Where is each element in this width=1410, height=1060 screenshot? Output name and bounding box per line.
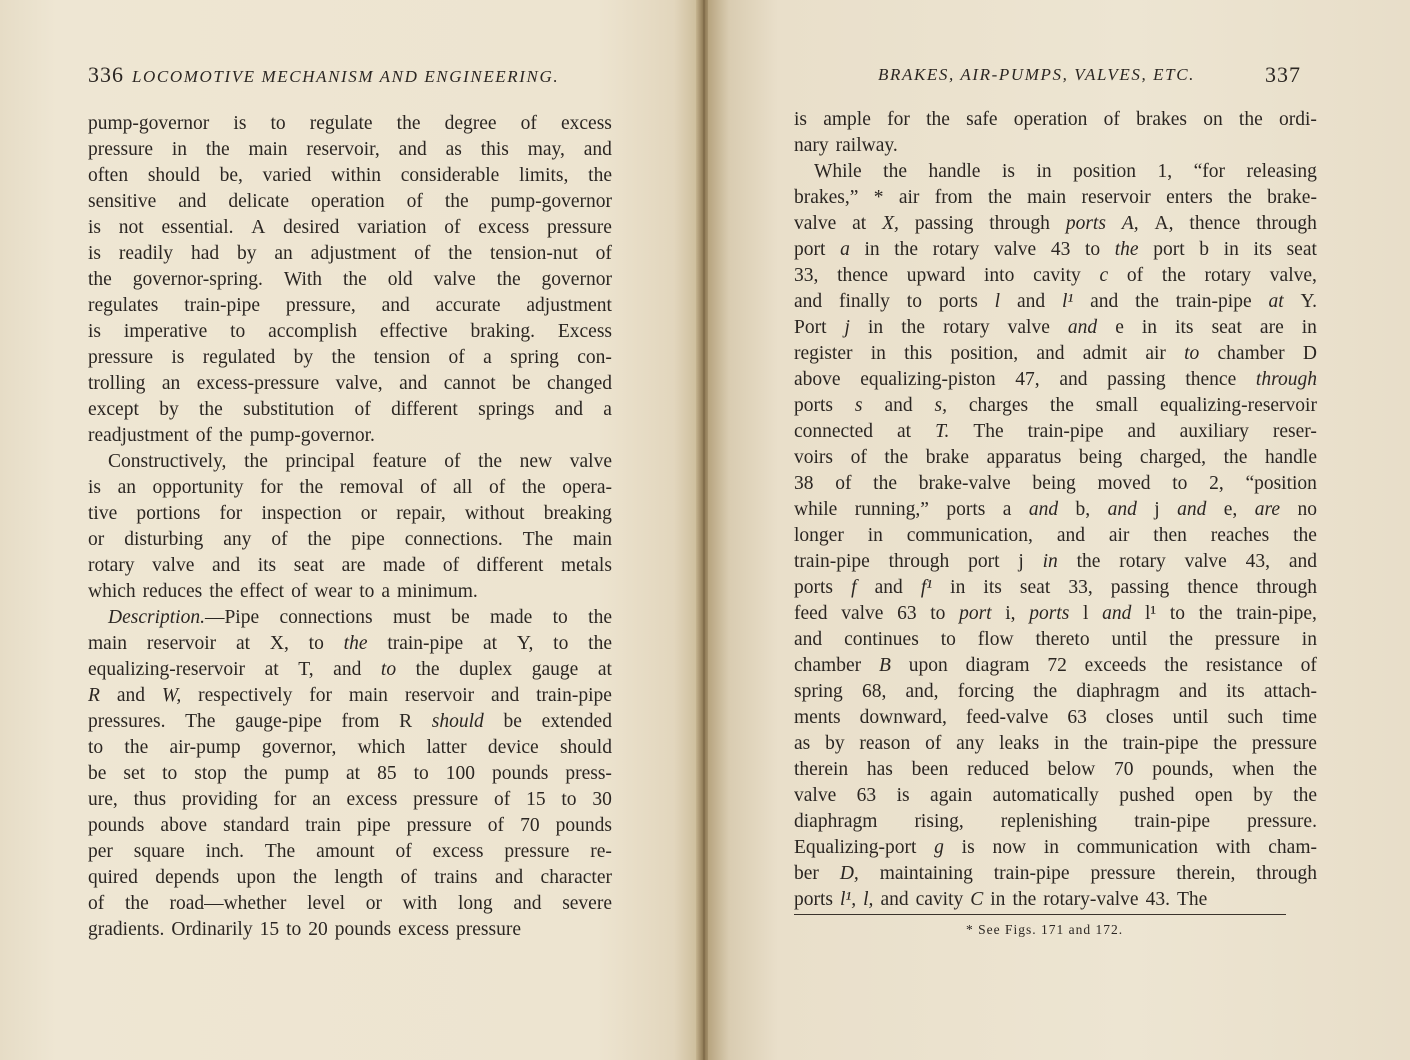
left-running-title: LOCOMOTIVE MECHANISM AND ENGINEERING. bbox=[132, 67, 560, 86]
left-text-line: pressures. The gauge-pipe from R should be extended bbox=[88, 711, 612, 732]
right-text-line: port a in the rotary valve 43 to the port b in its seat bbox=[794, 239, 1317, 260]
right-text-line: therein has been reduced below 70 pounds, when the bbox=[794, 759, 1317, 780]
right-text-line: While the handle is in position 1, “for releasing bbox=[814, 161, 1317, 182]
left-text-line: the governor-spring. With the old valve the governor bbox=[88, 269, 612, 290]
left-text-line: which reduces the effect of wear to a minimum. bbox=[88, 581, 478, 602]
right-text-line: nary railway. bbox=[794, 135, 898, 156]
left-text-line: quired depends upon the length of trains and character bbox=[88, 867, 612, 888]
right-text-line: connected at T. The train-pipe and auxiliary reser- bbox=[794, 421, 1317, 442]
right-text-line: as by reason of any leaks in the train-pipe the pressure bbox=[794, 733, 1317, 754]
left-text-line: rotary valve and its seat are made of different metals bbox=[88, 555, 612, 576]
right-text-line: and continues to flow thereto until the pressure in bbox=[794, 629, 1317, 650]
left-text-line: R and W, respectively for main reservoir and train-pipe bbox=[88, 685, 612, 706]
right-text-line: ports s and s, charges the small equalizing-reservoir bbox=[794, 395, 1317, 416]
right-text-line: ports f and f¹ in its seat 33, passing thence through bbox=[794, 577, 1317, 598]
left-text-line: or disturbing any of the pipe connections. The main bbox=[88, 529, 612, 550]
left-text-line: often should be, varied within considerable limits, the bbox=[88, 165, 612, 186]
right-text-line: feed valve 63 to port i, ports l and l¹ to the train-pipe, bbox=[794, 603, 1317, 624]
left-text-line: tive portions for inspection or repair, without breaking bbox=[88, 503, 612, 524]
left-text-line: gradients. Ordinarily 15 to 20 pounds excess pressure bbox=[88, 919, 521, 940]
left-text-line: equalizing-reservoir at T, and to the duplex gauge at bbox=[88, 659, 612, 680]
right-text-line: spring 68, and, forcing the diaphragm and its attach- bbox=[794, 681, 1317, 702]
right-page bbox=[708, 0, 1410, 1060]
left-text-line: sensitive and delicate operation of the pump-governor bbox=[88, 191, 612, 212]
right-page-number: 337 bbox=[1265, 62, 1301, 87]
left-text-line: be set to stop the pump at 85 to 100 pounds press- bbox=[88, 763, 612, 784]
right-text-line: register in this position, and admit air to chamber D bbox=[794, 343, 1317, 364]
right-text-line: Equalizing-port g is now in communication with cham- bbox=[794, 837, 1317, 858]
footnote: * See Figs. 171 and 172. bbox=[966, 922, 1124, 937]
left-text-line: to the air-pump governor, which latter device should bbox=[88, 737, 612, 758]
left-text-line: is not essential. A desired variation of excess pressure bbox=[88, 217, 612, 238]
left-page-number: 336 bbox=[88, 62, 124, 87]
left-text-line: except by the substitution of different springs and a bbox=[88, 399, 612, 420]
left-text-line: of the road—whether level or with long and severe bbox=[88, 893, 612, 914]
right-text-line: is ample for the safe operation of brakes on the ordi- bbox=[794, 109, 1317, 130]
right-text-line: longer in communication, and air then reaches the bbox=[794, 525, 1317, 546]
left-text-line: Description.—Pipe connections must be made to the bbox=[108, 607, 612, 628]
right-text-line: while running,” ports a and b, and j and e, are no bbox=[794, 499, 1317, 520]
right-text-line: brakes,” * air from the main reservoir enters the brake- bbox=[794, 187, 1317, 208]
left-text-line: Constructively, the principal feature of the new valve bbox=[108, 451, 612, 472]
left-text-line: regulates train-pipe pressure, and accurate adjustment bbox=[88, 295, 612, 316]
left-text-line: per square inch. The amount of excess pressure re- bbox=[88, 841, 612, 862]
left-text-line: pressure is regulated by the tension of a spring con- bbox=[88, 347, 612, 368]
right-text-line: valve at X, passing through ports A, A, thence through bbox=[794, 213, 1317, 234]
left-text-line: is an opportunity for the removal of all of the opera- bbox=[88, 477, 612, 498]
right-text-line: valve 63 is again automatically pushed open by the bbox=[794, 785, 1317, 806]
right-text-line: chamber B upon diagram 72 exceeds the resistance of bbox=[794, 655, 1317, 676]
left-running-head bbox=[88, 62, 559, 88]
right-text-line: train-pipe through port j in the rotary valve 43, and bbox=[794, 551, 1317, 572]
left-text-line: pounds above standard train pipe pressure of 70 pounds bbox=[88, 815, 612, 836]
right-text-line: ments downward, feed-valve 63 closes until such time bbox=[794, 707, 1317, 728]
right-text-line: ports l¹, l, and cavity C in the rotary-valve 43. The bbox=[794, 889, 1208, 910]
left-text-line: trolling an excess-pressure valve, and cannot be changed bbox=[88, 373, 612, 394]
right-text-line: diaphragm rising, replenishing train-pipe pressure. bbox=[794, 811, 1317, 832]
right-text-line: 38 of the brake-valve being moved to 2, “position bbox=[794, 473, 1317, 494]
left-text-line: is readily had by an adjustment of the tension-nut of bbox=[88, 243, 612, 264]
footnote-rule bbox=[794, 914, 1286, 915]
right-text-line: Port j in the rotary valve and e in its seat are in bbox=[794, 317, 1317, 338]
left-text-line: pressure in the main reservoir, and as this may, and bbox=[88, 139, 612, 160]
left-text-line: is imperative to accomplish effective braking. Excess bbox=[88, 321, 612, 342]
right-text-line: above equalizing-piston 47, and passing thence through bbox=[794, 369, 1317, 390]
right-text-line: voirs of the brake apparatus being charged, the handle bbox=[794, 447, 1317, 468]
left-page bbox=[0, 0, 702, 1060]
left-text-line: pump-governor is to regulate the degree of excess bbox=[88, 113, 612, 134]
right-text-line: ber D, maintaining train-pipe pressure therein, through bbox=[794, 863, 1317, 884]
left-text-line: main reservoir at X, to the train-pipe at Y, to the bbox=[88, 633, 612, 654]
left-text-line: readjustment of the pump-governor. bbox=[88, 425, 375, 446]
right-running-title: BRAKES, AIR-PUMPS, VALVES, ETC. bbox=[878, 65, 1195, 84]
left-text-line: ure, thus providing for an excess pressure of 15 to 30 bbox=[88, 789, 612, 810]
right-text-line: and finally to ports l and l¹ and the train-pipe at Y. bbox=[794, 291, 1317, 312]
right-text-line: 33, thence upward into cavity c of the rotary valve, bbox=[794, 265, 1317, 286]
